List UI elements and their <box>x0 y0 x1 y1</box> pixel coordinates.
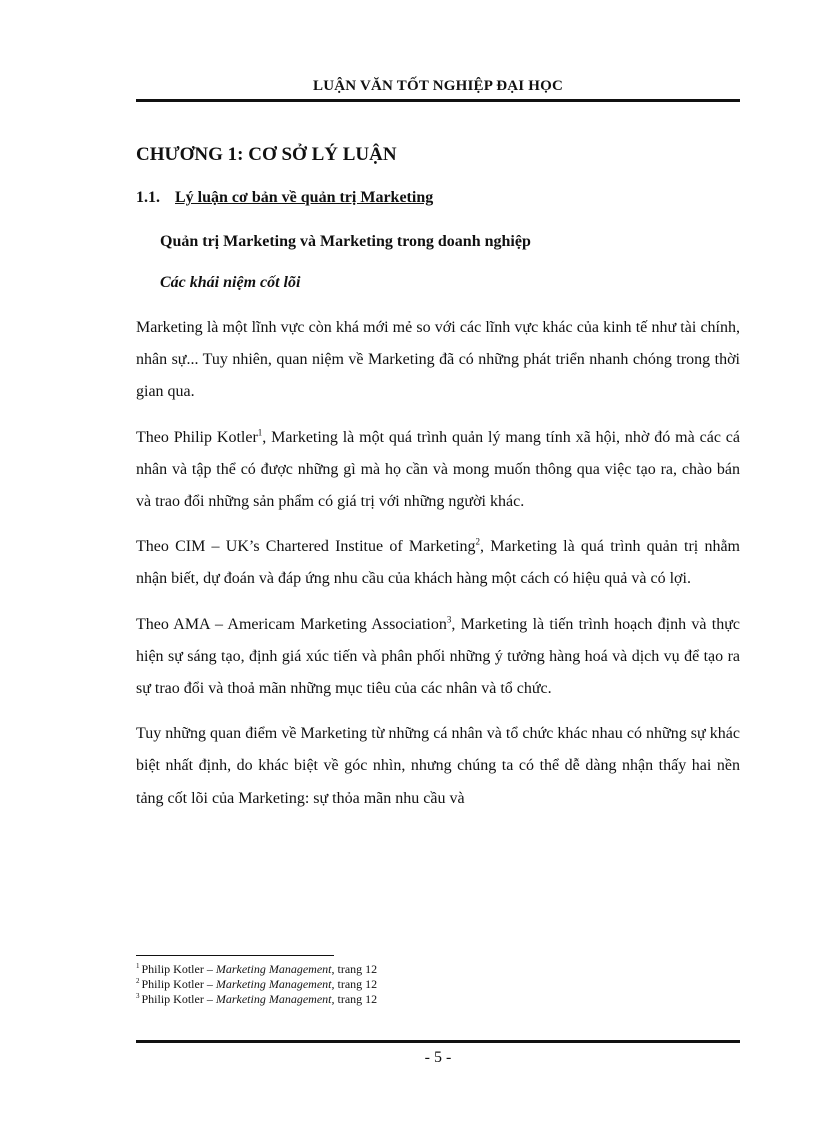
page-number: - 5 - <box>424 1049 452 1066</box>
header-divider <box>136 99 740 102</box>
subsection-heading: Quản trị Marketing và Marketing trong doanh nghiệp <box>160 233 531 250</box>
footnotes <box>136 962 377 1007</box>
chapter-title: CHƯƠNG 1: CƠ SỞ LÝ LUẬN <box>136 144 397 165</box>
paragraph: Theo AMA – Americam Marketing Association$^3$, Marketing là tiến trình hoạch định và thực hiện sự sáng tạo, định giá xúc tiến và phân phối những ý tưởng hàng hoá và dịch vụ để tạo ra sự trao đổi và thoả mãn những mục tiêu của các nhân và tổ chức. <box>136 614 741 698</box>
paragraph: Theo CIM – UK’s Chartered Institue of Marketing$^2$, Marketing là quá trình quản trị nhằm nhận biết, dự đoán và đáp ứng nhu cầu của khách hàng một cách có hiệu quả và có lợi. <box>136 536 740 588</box>
section-number: 1.1. <box>136 189 160 206</box>
footnote: $^1$ Philip Kotler – Marketing Management, trang 12 <box>136 962 378 976</box>
footnote-reference: 2 <box>475 536 481 547</box>
paragraph: Tuy những quan điểm về Marketing từ những cá nhân và tổ chức khác nhau có những sự khác biệt nhất định, do khác biệt về góc nhìn, nhưng chúng ta có thể dễ dàng nhận thấy hai nền tảng cốt lõi của Marketing: sự thỏa mãn nhu cầu và <box>136 725 740 807</box>
body-text <box>136 312 740 828</box>
paragraph: Theo Philip Kotler$^1$, Marketing là một quá trình quản lý mang tính xã hội, nhờ đó mà các cá nhân và tập thể có được những gì mà họ cần và mong muốn thông qua việc tạo ra, chào bán và trao đổi những sản phẩm có giá trị với những người khác. <box>136 427 741 511</box>
footnote-reference: 1 <box>257 427 263 438</box>
section-title: Lý luận cơ bản về quản trị Marketing <box>175 189 434 206</box>
footer-divider <box>136 1040 740 1043</box>
section-heading <box>136 189 433 207</box>
footnote: $^3$ Philip Kotler – Marketing Management, trang 12 <box>136 992 378 1006</box>
running-header: LUẬN VĂN TỐT NGHIỆP ĐẠI HỌC <box>312 78 564 94</box>
subsubsection-heading: Các khái niệm cốt lõi <box>160 274 301 291</box>
footnote-reference: 3 <box>446 614 452 625</box>
paragraph: Marketing là một lĩnh vực còn khá mới mẻ so với các lĩnh vực khác của kinh tế như tài chính, nhân sự... Tuy nhiên, quan niệm về Marketing đã có những phát triển nhanh chóng trong thời gian qua. <box>136 319 740 401</box>
footnote-divider <box>136 955 334 956</box>
footnote: $^2$ Philip Kotler – Marketing Management, trang 12 <box>136 977 378 991</box>
